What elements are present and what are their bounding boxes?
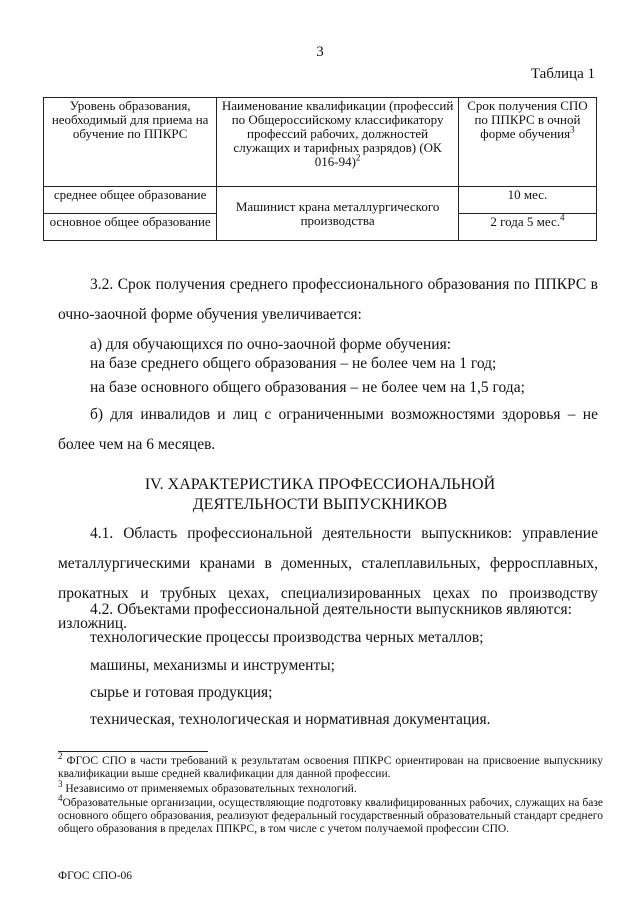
row-duration-secondary: 10 мес. <box>458 187 596 214</box>
paragraph-4-2: 4.2. Объектами профессиональной деятельности выпускников являются: <box>90 601 572 618</box>
header-education-level: Уровень образования, необходимый для приема на обучение по ППКРС <box>44 98 217 187</box>
header-qualification: Наименование квалификации (профессий по Общероссийскому классификатору профессий рабочих, должностей служащих и тарифных разрядов) (ОК 016-94)$^2$ <box>217 98 459 187</box>
table-header-row <box>44 98 597 187</box>
footnote-divider <box>58 751 208 752</box>
list-item: техническая, технологическая и нормативная документация. <box>90 711 491 728</box>
paragraph-3-2: 3.2. Срок получения среднего профессионального образования по ППКРС в очно-заочной форме обучения увеличивается: <box>58 276 598 323</box>
footnote-ref-2: 2 <box>355 152 361 163</box>
paragraph-3-2-secondary: на базе среднего общего образования – не более чем на 1 год; <box>90 355 497 372</box>
footnote-ref-4: 4 <box>560 212 565 223</box>
page-number: 3 <box>316 44 324 60</box>
footnote-2: $^2$ ФГОС СПО в части требований к результатам освоения ППКРС ориентирован на присвоение выпускнику квалификации выше средней квалификации для данной профессии. <box>58 751 603 780</box>
paragraph-3-2-a: а) для обучающихся по очно-заочной форме обучения: <box>90 336 452 353</box>
paragraph-4-1: 4.1. Область профессиональной деятельности выпускников: управление металлургическими кранами в доменных, сталеплавильных, ферросплавных, прокатных и трубных цехах, специализированных цехах по производству изложниц. <box>58 525 598 632</box>
header-duration: Срок получения СПО по ППКРС в очной форме обучения$^3$ <box>458 98 596 187</box>
row-duration-basic: 2 года 5 мес.$^4$ <box>458 214 596 241</box>
list-item: машины, механизмы и инструменты; <box>90 657 335 674</box>
table-caption: Таблица 1 <box>530 66 595 82</box>
footnote-3: $^3$ Независимо от применяемых образовательных технологий. <box>58 779 357 795</box>
paragraph-3-2-basic: на базе основного общего образования – не более чем на 1,5 года; <box>90 379 525 396</box>
row-level-secondary: среднее общее образование <box>44 187 217 214</box>
footnote-4: $^4$Образовательные организации, осуществляющие подготовку квалифицированных рабочих, служащих на базе основного общего образования, реализуют федеральный государственный образовательный стандарт среднего общего образования в пределах ППКРС, в том числе с учетом получаемой профессии СПО. <box>58 793 603 835</box>
list-item: сырье и готовая продукция; <box>90 684 273 701</box>
footnote-ref-3: 3 <box>570 124 575 135</box>
list-item: технологические процессы производства черных металлов; <box>90 629 484 646</box>
qualification-name: Машинист крана металлургического производства <box>217 187 459 241</box>
section-4-heading: IV. ХАРАКТЕРИСТИКА ПРОФЕССИОНАЛЬНОЙ ДЕЯТЕЛЬНОСТИ ВЫПУСКНИКОВ <box>144 476 496 513</box>
row-level-basic: основное общее образование <box>44 214 217 241</box>
document-footer: ФГОС СПО-06 <box>58 870 133 882</box>
table-row <box>44 187 597 214</box>
paragraph-3-2-b: б) для инвалидов и лиц с ограниченными возможностями здоровья – не более чем на 6 месяцев. <box>58 406 598 453</box>
qualification-table <box>43 97 597 241</box>
